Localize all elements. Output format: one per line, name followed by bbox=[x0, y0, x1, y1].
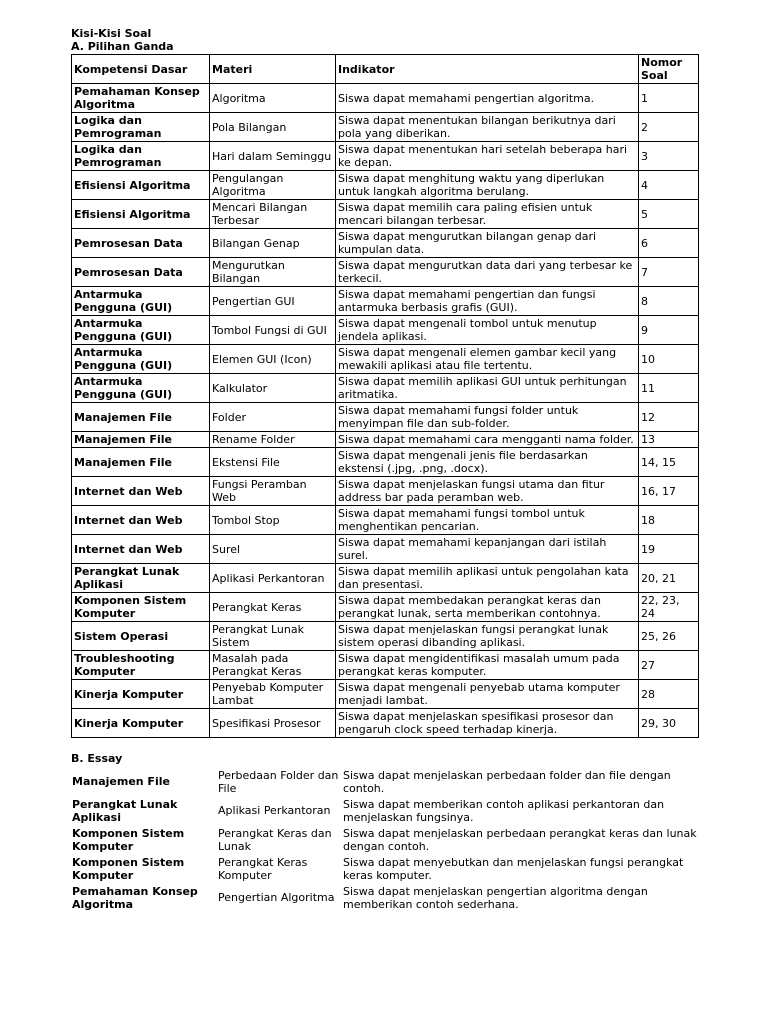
nomor-soal-cell: 2 bbox=[639, 113, 699, 142]
materi-cell: Pola Bilangan bbox=[210, 113, 336, 142]
kompetensi-cell: Internet dan Web bbox=[72, 477, 210, 506]
kompetensi-cell: Pemahaman Konsep Algoritma bbox=[72, 84, 210, 113]
indikator-cell: Siswa dapat mengenali penyebab utama komputer menjadi lambat. bbox=[336, 680, 639, 709]
kompetensi-cell: Antarmuka Pengguna (GUI) bbox=[72, 345, 210, 374]
nomor-soal-cell: 25, 26 bbox=[639, 622, 699, 651]
indikator-cell: Siswa dapat menjelaskan fungsi perangkat lunak sistem operasi dibanding aplikasi. bbox=[336, 622, 639, 651]
essay-materi-cell: Perangkat Keras Komputer bbox=[218, 855, 308, 882]
essay-materi-cell: Aplikasi Perkantoran bbox=[218, 804, 331, 817]
table-row bbox=[72, 622, 699, 651]
essay-row bbox=[71, 796, 699, 825]
materi-cell: Rename Folder bbox=[210, 432, 336, 448]
nomor-soal-cell: 3 bbox=[639, 142, 699, 171]
kompetensi-cell: Komponen Sistem Komputer bbox=[72, 593, 210, 622]
materi-cell: Algoritma bbox=[210, 84, 336, 113]
indikator-cell: Siswa dapat mengenali elemen gambar kecil yang mewakili aplikasi atau file tertentu. bbox=[336, 345, 639, 374]
indikator-cell: Siswa dapat mengidentifikasi masalah umum pada perangkat keras komputer. bbox=[336, 651, 639, 680]
essay-indikator-cell: Siswa dapat menjelaskan perbedaan perangkat keras dan lunak dengan contoh. bbox=[343, 826, 697, 853]
document-title: Kisi-Kisi Soal bbox=[71, 27, 152, 40]
kompetensi-cell: Troubleshooting Komputer bbox=[72, 651, 210, 680]
nomor-soal-cell: 4 bbox=[639, 171, 699, 200]
kompetensi-cell: Internet dan Web bbox=[72, 506, 210, 535]
section-a-title: A. Pilihan Ganda bbox=[71, 40, 174, 53]
kompetensi-cell: Sistem Operasi bbox=[72, 622, 210, 651]
essay-indikator-cell: Siswa dapat menjelaskan pengertian algoritma dengan memberikan contoh sederhana. bbox=[343, 884, 648, 911]
table-row bbox=[72, 709, 699, 738]
nomor-soal-cell: 6 bbox=[639, 229, 699, 258]
nomor-soal-cell: 29, 30 bbox=[639, 709, 699, 738]
nomor-soal-cell: 22, 23, 24 bbox=[639, 593, 699, 622]
table-row bbox=[72, 316, 699, 345]
kompetensi-cell: Perangkat Lunak Aplikasi bbox=[72, 564, 210, 593]
kompetensi-cell: Manajemen File bbox=[72, 403, 210, 432]
indikator-cell: Siswa dapat memilih aplikasi untuk pengolahan kata dan presentasi. bbox=[336, 564, 639, 593]
indikator-cell: Siswa dapat memahami pengertian algoritma. bbox=[336, 84, 639, 113]
document-page bbox=[71, 27, 699, 912]
header-nomor-soal: Nomor Soal bbox=[639, 55, 699, 84]
essay-table bbox=[71, 767, 699, 912]
indikator-cell: Siswa dapat memahami fungsi tombol untuk menghentikan pencarian. bbox=[336, 506, 639, 535]
kompetensi-cell: Antarmuka Pengguna (GUI) bbox=[72, 287, 210, 316]
nomor-soal-cell: 14, 15 bbox=[639, 448, 699, 477]
kompetensi-cell: Manajemen File bbox=[72, 448, 210, 477]
nomor-soal-cell: 18 bbox=[639, 506, 699, 535]
table-row bbox=[72, 113, 699, 142]
table-row bbox=[72, 287, 699, 316]
nomor-soal-cell: 8 bbox=[639, 287, 699, 316]
table-row bbox=[72, 171, 699, 200]
essay-indikator-cell: Siswa dapat memberikan contoh aplikasi perkantoran dan menjelaskan fungsinya. bbox=[343, 797, 665, 824]
materi-cell: Mengurutkan Bilangan bbox=[210, 258, 336, 287]
kompetensi-cell: Antarmuka Pengguna (GUI) bbox=[72, 374, 210, 403]
table-row bbox=[72, 374, 699, 403]
materi-cell: Spesifikasi Prosesor bbox=[210, 709, 336, 738]
indikator-cell: Siswa dapat memahami kepanjangan dari istilah surel. bbox=[336, 535, 639, 564]
materi-cell: Perangkat Keras bbox=[210, 593, 336, 622]
materi-cell: Surel bbox=[210, 535, 336, 564]
table-row bbox=[72, 84, 699, 113]
header-indikator: Indikator bbox=[336, 55, 639, 84]
essay-row bbox=[71, 854, 699, 883]
kompetensi-cell: Internet dan Web bbox=[72, 535, 210, 564]
table-row bbox=[72, 651, 699, 680]
materi-cell: Folder bbox=[210, 403, 336, 432]
header-materi: Materi bbox=[210, 55, 336, 84]
table-header-row bbox=[72, 55, 699, 84]
indikator-cell: Siswa dapat menentukan bilangan berikutnya dari pola yang diberikan. bbox=[336, 113, 639, 142]
materi-cell: Elemen GUI (Icon) bbox=[210, 345, 336, 374]
kompetensi-cell: Manajemen File bbox=[72, 432, 210, 448]
essay-materi-cell: Perbedaan Folder dan File bbox=[218, 768, 339, 795]
materi-cell: Perangkat Lunak Sistem bbox=[210, 622, 336, 651]
indikator-cell: Siswa dapat mengenali jenis file berdasarkan ekstensi (.jpg, .png, .docx). bbox=[336, 448, 639, 477]
kompetensi-cell: Antarmuka Pengguna (GUI) bbox=[72, 316, 210, 345]
table-row bbox=[72, 345, 699, 374]
materi-cell: Kalkulator bbox=[210, 374, 336, 403]
materi-cell: Hari dalam Seminggu bbox=[210, 142, 336, 171]
materi-cell: Mencari Bilangan Terbesar bbox=[210, 200, 336, 229]
nomor-soal-cell: 12 bbox=[639, 403, 699, 432]
kompetensi-cell: Efisiensi Algoritma bbox=[72, 200, 210, 229]
indikator-cell: Siswa dapat menghitung waktu yang diperlukan untuk langkah algoritma berulang. bbox=[336, 171, 639, 200]
essay-kompetensi-cell: Perangkat Lunak Aplikasi bbox=[72, 797, 178, 824]
materi-cell: Aplikasi Perkantoran bbox=[210, 564, 336, 593]
table-row bbox=[72, 448, 699, 477]
table-row bbox=[72, 200, 699, 229]
nomor-soal-cell: 11 bbox=[639, 374, 699, 403]
indikator-cell: Siswa dapat memahami pengertian dan fungsi antarmuka berbasis grafis (GUI). bbox=[336, 287, 639, 316]
nomor-soal-cell: 5 bbox=[639, 200, 699, 229]
materi-cell: Fungsi Peramban Web bbox=[210, 477, 336, 506]
nomor-soal-cell: 16, 17 bbox=[639, 477, 699, 506]
essay-kompetensi-cell: Komponen Sistem Komputer bbox=[72, 826, 185, 853]
nomor-soal-cell: 27 bbox=[639, 651, 699, 680]
table-row bbox=[72, 535, 699, 564]
materi-cell: Pengulangan Algoritma bbox=[210, 171, 336, 200]
essay-materi-cell: Pengertian Algoritma bbox=[218, 891, 335, 904]
materi-cell: Penyebab Komputer Lambat bbox=[210, 680, 336, 709]
materi-cell: Pengertian GUI bbox=[210, 287, 336, 316]
table-row bbox=[72, 477, 699, 506]
table-row bbox=[72, 506, 699, 535]
indikator-cell: Siswa dapat memahami fungsi folder untuk menyimpan file dan sub-folder. bbox=[336, 403, 639, 432]
essay-row bbox=[71, 825, 699, 854]
kompetensi-cell: Pemrosesan Data bbox=[72, 229, 210, 258]
materi-cell: Ekstensi File bbox=[210, 448, 336, 477]
nomor-soal-cell: 7 bbox=[639, 258, 699, 287]
table-row bbox=[72, 564, 699, 593]
indikator-cell: Siswa dapat memilih aplikasi GUI untuk perhitungan aritmatika. bbox=[336, 374, 639, 403]
materi-cell: Masalah pada Perangkat Keras bbox=[210, 651, 336, 680]
indikator-cell: Siswa dapat menjelaskan fungsi utama dan fitur address bar pada peramban web. bbox=[336, 477, 639, 506]
table-row bbox=[72, 142, 699, 171]
kompetensi-cell: Pemrosesan Data bbox=[72, 258, 210, 287]
materi-cell: Tombol Fungsi di GUI bbox=[210, 316, 336, 345]
indikator-cell: Siswa dapat menjelaskan spesifikasi prosesor dan pengaruh clock speed terhadap kinerja. bbox=[336, 709, 639, 738]
indikator-cell: Siswa dapat mengurutkan bilangan genap dari kumpulan data. bbox=[336, 229, 639, 258]
nomor-soal-cell: 1 bbox=[639, 84, 699, 113]
table-row bbox=[72, 432, 699, 448]
indikator-cell: Siswa dapat mengenali tombol untuk menutup jendela aplikasi. bbox=[336, 316, 639, 345]
indikator-cell: Siswa dapat membedakan perangkat keras dan perangkat lunak, serta memberikan contohnya. bbox=[336, 593, 639, 622]
essay-row bbox=[71, 883, 699, 912]
multiple-choice-table bbox=[71, 54, 699, 738]
nomor-soal-cell: 9 bbox=[639, 316, 699, 345]
materi-cell: Bilangan Genap bbox=[210, 229, 336, 258]
essay-row bbox=[71, 767, 699, 796]
kompetensi-cell: Kinerja Komputer bbox=[72, 680, 210, 709]
nomor-soal-cell: 28 bbox=[639, 680, 699, 709]
essay-kompetensi-cell: Komponen Sistem Komputer bbox=[72, 855, 185, 882]
table-row bbox=[72, 258, 699, 287]
section-b-title: B. Essay bbox=[71, 752, 123, 765]
indikator-cell: Siswa dapat menentukan hari setelah beberapa hari ke depan. bbox=[336, 142, 639, 171]
indikator-cell: Siswa dapat mengurutkan data dari yang terbesar ke terkecil. bbox=[336, 258, 639, 287]
nomor-soal-cell: 13 bbox=[639, 432, 699, 448]
table-row bbox=[72, 403, 699, 432]
kompetensi-cell: Logika dan Pemrograman bbox=[72, 142, 210, 171]
materi-cell: Tombol Stop bbox=[210, 506, 336, 535]
nomor-soal-cell: 19 bbox=[639, 535, 699, 564]
essay-indikator-cell: Siswa dapat menjelaskan perbedaan folder dan file dengan contoh. bbox=[343, 768, 671, 795]
essay-kompetensi-cell: Manajemen File bbox=[72, 775, 170, 788]
nomor-soal-cell: 20, 21 bbox=[639, 564, 699, 593]
table-row bbox=[72, 229, 699, 258]
table-row bbox=[72, 680, 699, 709]
indikator-cell: Siswa dapat memahami cara mengganti nama folder. bbox=[336, 432, 639, 448]
kompetensi-cell: Logika dan Pemrograman bbox=[72, 113, 210, 142]
essay-kompetensi-cell: Pemahaman Konsep Algoritma bbox=[72, 884, 198, 911]
essay-indikator-cell: Siswa dapat menyebutkan dan menjelaskan fungsi perangkat keras komputer. bbox=[343, 855, 684, 882]
nomor-soal-cell: 10 bbox=[639, 345, 699, 374]
kompetensi-cell: Efisiensi Algoritma bbox=[72, 171, 210, 200]
essay-materi-cell: Perangkat Keras dan Lunak bbox=[218, 826, 332, 853]
header-kompetensi: Kompetensi Dasar bbox=[72, 55, 210, 84]
table-row bbox=[72, 593, 699, 622]
kompetensi-cell: Kinerja Komputer bbox=[72, 709, 210, 738]
indikator-cell: Siswa dapat memilih cara paling efisien untuk mencari bilangan terbesar. bbox=[336, 200, 639, 229]
